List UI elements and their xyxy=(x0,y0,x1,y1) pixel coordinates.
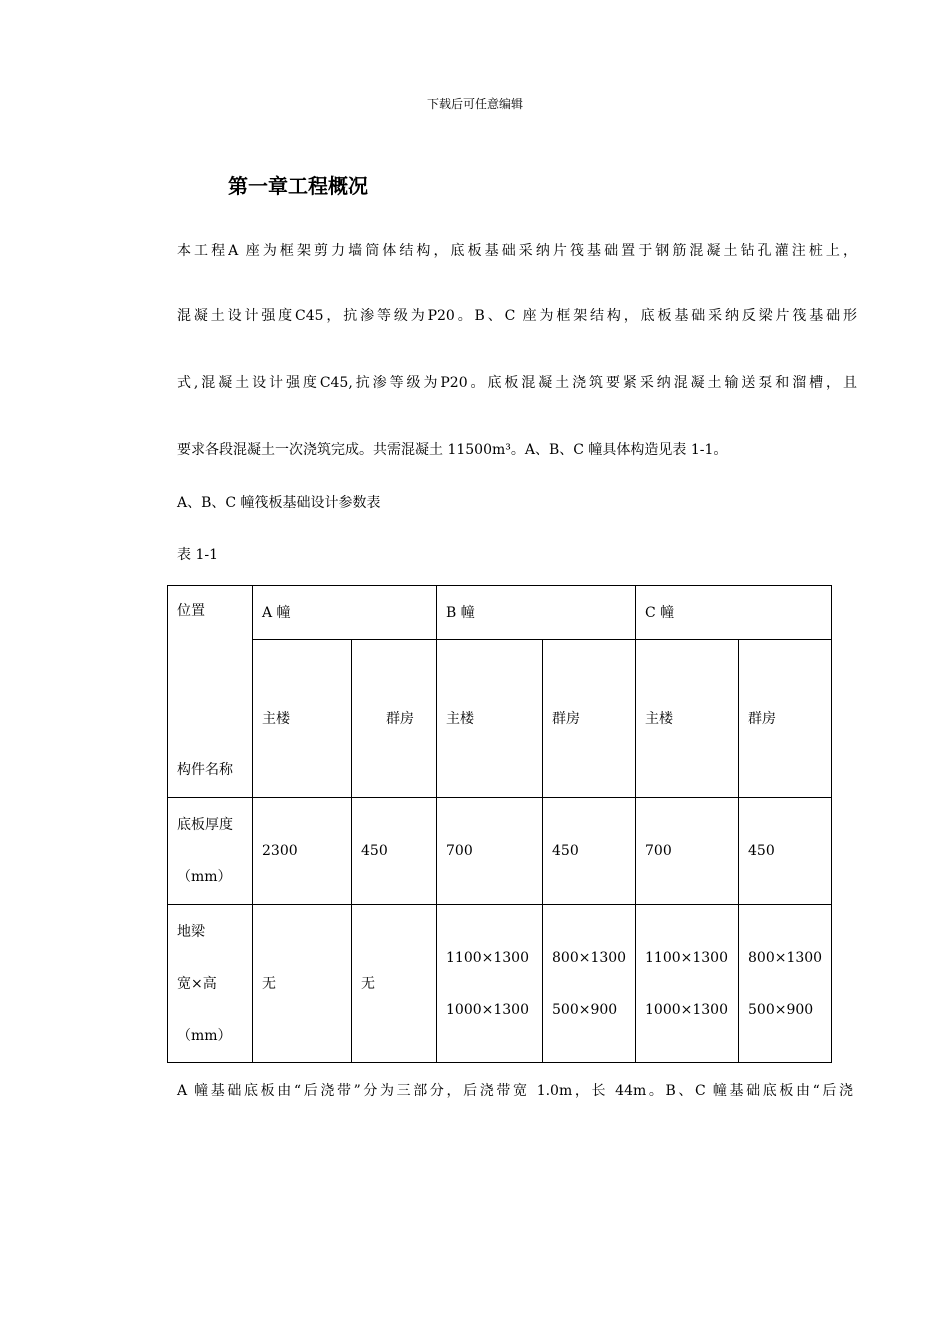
table-caption: A、B、C 幢筏板基础设计参数表 xyxy=(177,495,381,511)
table-cell xyxy=(739,905,832,1063)
row-label-cell xyxy=(168,905,253,1063)
cell-line: 1100×1300 xyxy=(645,949,728,966)
paragraph-line: 本工程A 座为框架剪力墙筒体结构，底板基础采纳片筏基础置于钢筋混凝土钻孔灌注桩上， xyxy=(177,243,857,259)
table-number: 表 1-1 xyxy=(177,547,218,563)
row-label-line: 宽×高 xyxy=(177,975,217,992)
table-cell: 450 xyxy=(739,798,832,905)
table-row xyxy=(168,640,832,798)
parameters-table xyxy=(167,585,832,1063)
cell-line: 1000×1300 xyxy=(645,1001,728,1018)
table-cell: 700 xyxy=(636,798,739,905)
paragraph-line: 混凝土设计强度C45，抗渗等级为P20。B、C 座为框架结构，底板基础采纳反梁片筏基础形 xyxy=(177,308,857,324)
table-cell: 450 xyxy=(543,798,636,905)
corner-bottom-label: 构件名称 xyxy=(177,762,233,778)
sub-header-cell: 主楼 xyxy=(253,640,352,798)
cell-line: 1100×1300 xyxy=(446,949,529,966)
sub-header-cell: 主楼 xyxy=(437,640,543,798)
corner-header-cell xyxy=(168,586,253,798)
table-row xyxy=(168,905,832,1063)
row-label-line: 地梁 xyxy=(177,923,205,940)
chapter-title: 第一章工程概况 xyxy=(228,174,368,198)
table-cell: 无 xyxy=(352,905,437,1063)
header-note: 下载后可任意编辑 xyxy=(426,97,523,111)
table-cell xyxy=(636,905,739,1063)
table-cell xyxy=(543,905,636,1063)
row-label-cell xyxy=(168,798,253,905)
table-row xyxy=(168,798,832,905)
corner-top-label: 位置 xyxy=(177,603,205,619)
table-cell: 700 xyxy=(437,798,543,905)
trailing-paragraph-line: A 幢基础底板由“后浇带”分为三部分，后浇带宽 1.0m，长 44m。B、C 幢基础底板由“后浇 xyxy=(177,1083,853,1099)
paragraph-line: 要求各段混凝土一次浇筑完成。共需混凝土 11500m³。A、B、C 幢具体构造见表 1-1。 xyxy=(177,442,728,458)
sub-header-cell: 群房 xyxy=(352,640,437,798)
building-header-a: A 幢 xyxy=(253,586,437,640)
building-header-b: B 幢 xyxy=(437,586,636,640)
cell-line: 500×900 xyxy=(748,1001,814,1018)
table-row xyxy=(168,586,832,640)
cell-line: 800×1300 xyxy=(748,949,823,966)
cell-line: 500×900 xyxy=(552,1001,618,1018)
building-header-c: C 幢 xyxy=(636,586,832,640)
row-label-line: （mm） xyxy=(177,1027,232,1044)
table-cell: 450 xyxy=(352,798,437,905)
table-cell: 2300 xyxy=(253,798,352,905)
table-cell: 无 xyxy=(253,905,352,1063)
sub-header-cell: 主楼 xyxy=(636,640,739,798)
row-label-line: 底板厚度 xyxy=(177,817,233,833)
sub-header-cell: 群房 xyxy=(739,640,832,798)
table-cell xyxy=(437,905,543,1063)
cell-line: 1000×1300 xyxy=(446,1001,529,1018)
paragraph-line: 式,混凝土设计强度C45,抗渗等级为P20。底板混凝土浇筑要紧采纳混凝土输送泵和溜槽，且 xyxy=(177,375,857,391)
row-label-line: （mm） xyxy=(177,869,232,885)
sub-header-cell: 群房 xyxy=(543,640,636,798)
cell-line: 800×1300 xyxy=(552,949,627,966)
